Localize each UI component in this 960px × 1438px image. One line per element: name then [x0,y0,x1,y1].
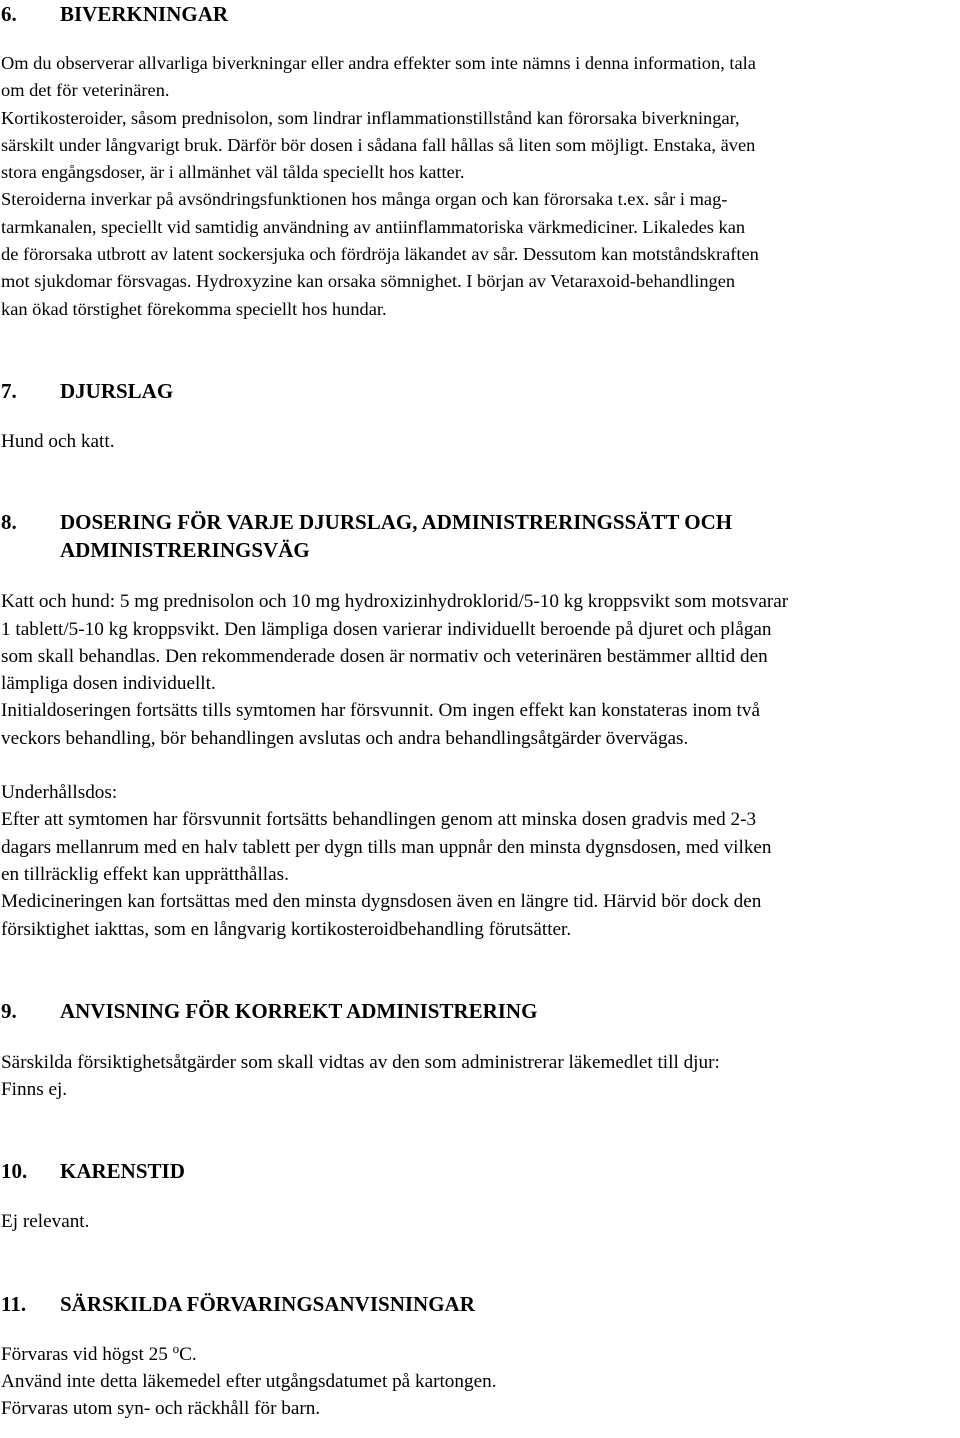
section-11-body [1,1341,956,1423]
section-number: 7. [1,378,17,403]
section-heading-9 [1,997,956,1025]
text-line: Kortikosteroider, såsom prednisolon, som lindrar inflammationstillstånd kan förorsaka biverkningar, [1,107,740,128]
text-line: en tillräcklig effekt kan upprätthållas. [1,863,289,885]
section-heading-11 [1,1290,956,1318]
section-title: KARENSTID [60,1159,185,1184]
text-line: kan ökad törstighet förekomma speciellt hos hundar. [1,298,387,319]
text-line: dagars mellanrum med en halv tablett per dygn tills man uppnår den minsta dygnsdosen, med vilken [1,836,772,858]
section-heading-7 [1,377,956,405]
text-line: tarmkanalen, speciellt vid samtidig användning av antiinflammatoriska värkmediciner. Likaledes kan [1,216,746,237]
text-line: Initialdoseringen fortsätts tills symtomen har försvunnit. Om ingen effekt kan konstateras inom två [1,700,761,722]
section-title: DJURSLAG [60,378,174,403]
text-line: Om du observerar allvarliga biverkningar eller andra effekter som inte nämns i denna information, tala [1,53,756,73]
section-6-body [1,50,956,323]
text-line: Särskilda försiktighetsåtgärder som skall vidtas av den som administrerar läkemedlet till djur: [1,1051,720,1073]
section-number: 10. [1,1159,28,1184]
text-line: Steroiderna inverkar på avsöndringsfunktionen hos många organ och kan förorsaka t.ex. sår i mag- [1,189,728,210]
section-heading-10 [1,1157,956,1185]
text-line: veckors behandling, bör behandlingen avslutas och andra behandlingsåtgärder övervägas. [1,727,689,749]
text-line: de förorsaka utbrott av latent sockersjuka och fördröja läkandet av sår. Dessutom kan motståndskraften [1,244,759,265]
text-line: Finns ej. [1,1079,68,1101]
section-7-body [1,428,956,455]
maintenance-dose-body [1,806,956,942]
section-heading-8 [1,508,956,564]
section-9-body [1,1049,956,1104]
section-title: SÄRSKILDA FÖRVARINGSANVISNINGAR [60,1291,475,1316]
text-line: Efter att symtomen har försvunnit fortsätts behandlingen genom att minska dosen gradvis med 2-3 [1,809,757,831]
section-number: 6. [1,2,17,26]
degree-superscript: o [172,1340,180,1356]
section-number: 8. [1,510,17,535]
section-10-body [1,1208,956,1235]
section-heading-6 [1,0,956,28]
section-number: 9. [1,998,17,1023]
text-line: mot sjukdomar försvagas. Hydroxyzine kan orsaka sömnighet. I början av Vetaraxoid-behandlingen [1,271,736,292]
text-line: Medicineringen kan fortsättas med den minsta dygnsdosen även en längre tid. Härvid bör dock den [1,891,762,913]
text-line: Använd inte detta läkemedel efter utgångsdatumet på kartongen. [1,1371,497,1393]
section-title-line: ADMINISTRERINGSVÄG [60,538,310,563]
maintenance-dose-label: Underhållsdos: [1,782,118,804]
text-fragment: C. [179,1343,197,1365]
text-line: Hund och katt. [1,430,115,452]
text-line: Förvaras utom syn- och räckhåll för barn. [1,1398,321,1420]
text-line: stora engångsdoser, är i allmänhet väl tålda speciellt hos katter. [1,162,465,183]
text-line: försiktighet iakttas, som en långvarig kortikosteroidbehandling förutsätter. [1,918,572,940]
section-title: ANVISNING FÖR KORREKT ADMINISTRERING [60,998,538,1023]
text-line: Ej relevant. [1,1211,90,1233]
text-fragment: Förvaras vid högst 25 [1,1343,173,1365]
text-line: Katt och hund: 5 mg prednisolon och 10 mg hydroxizinhydroklorid/5-10 kg kroppsvikt som motsvarar [1,591,789,613]
section-title: BIVERKNINGAR [60,2,229,26]
section-number: 11. [1,1291,27,1316]
text-line: om det för veterinären. [1,80,170,101]
text-line: lämpliga dosen individuellt. [1,673,216,695]
section-title-line: DOSERING FÖR VARJE DJURSLAG, ADMINISTRERINGSSÄTT OCH [60,510,733,535]
section-8-body [1,588,956,752]
section-title [60,508,956,564]
text-line: 1 tablett/5-10 kg kroppsvikt. Den lämpliga dosen varierar individuellt beroende på djuret och plågan [1,618,772,640]
storage-temperature-line [1,1341,956,1368]
text-line: särskilt under långvarigt bruk. Därför bör dosen i sådana fall hållas så liten som möjligt. Enstaka, även [1,134,756,155]
text-line: som skall behandlas. Den rekommenderade dosen är normativ och veterinären bestämmer alltid den [1,645,768,667]
